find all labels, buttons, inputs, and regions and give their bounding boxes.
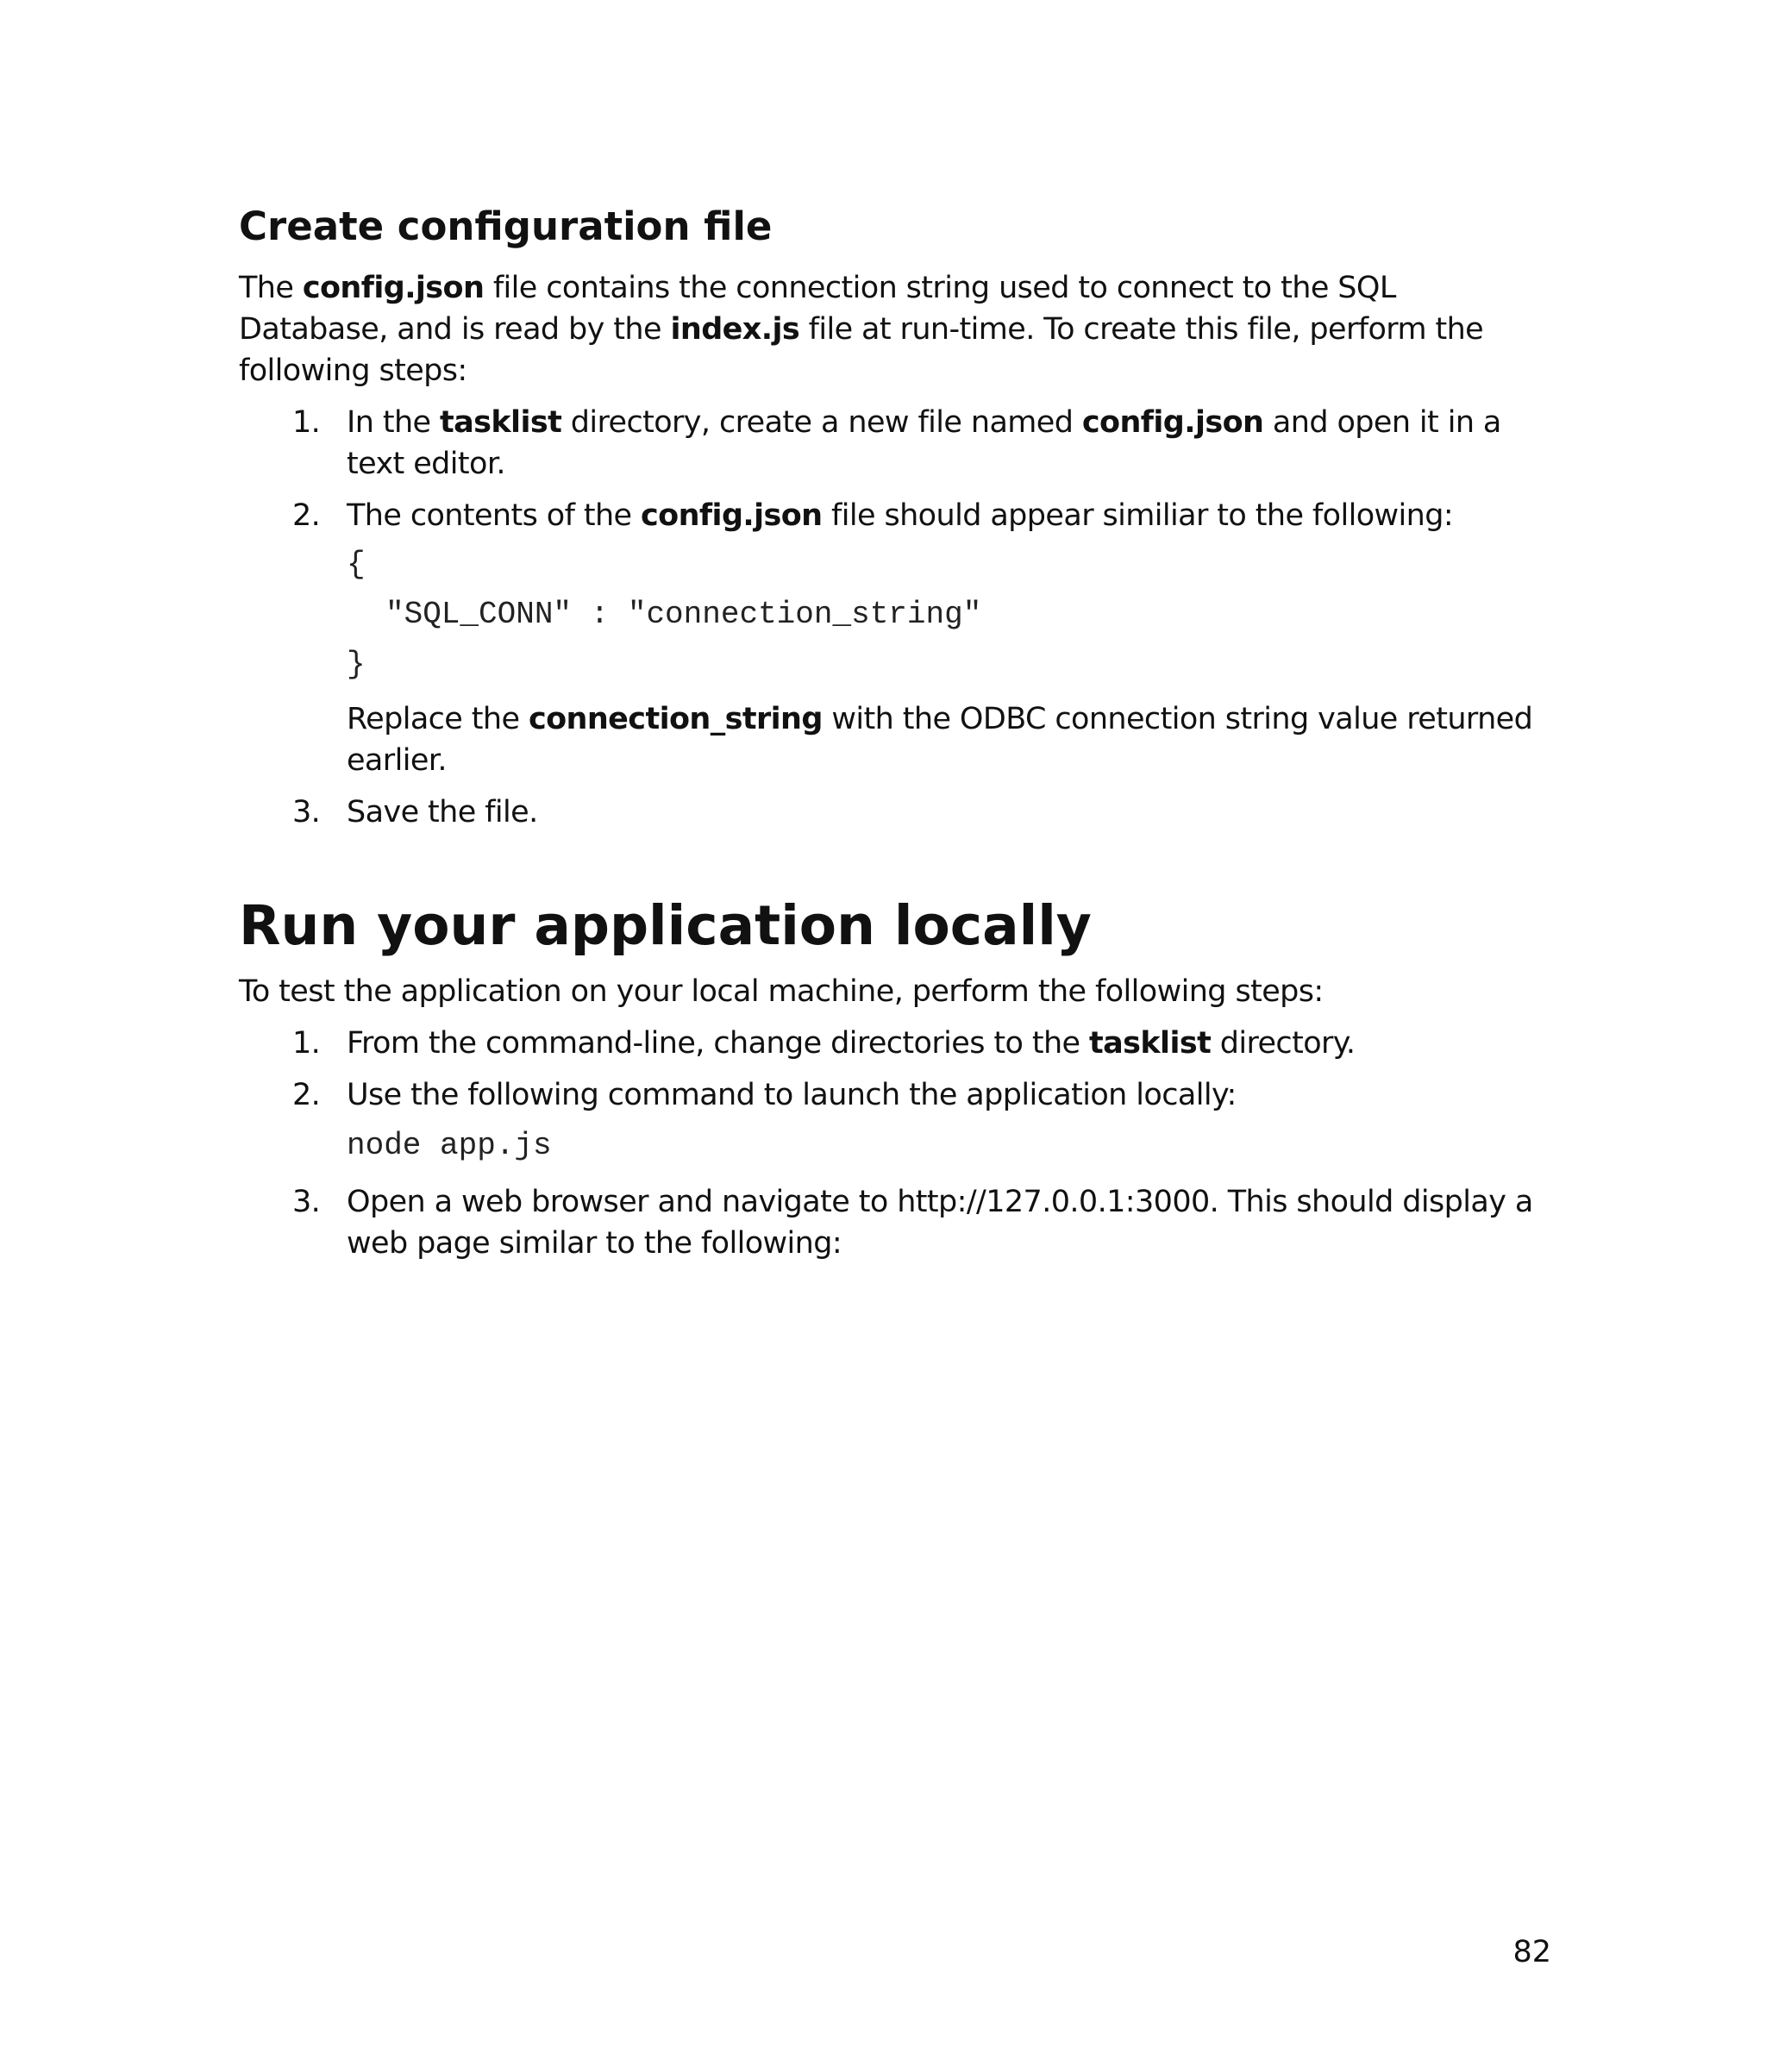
- section-intro-paragraph: The config.json file contains the connection string used to connect to the SQL Database, and is read by the index.js file at run-time. To create this file, perform the following steps:: [239, 271, 1484, 388]
- code-block: [347, 540, 1550, 690]
- bold-filename: config.json: [1081, 405, 1264, 440]
- list-item: 3. Open a web browser and navigate to http://127.0.0.1:3000. This should display a web page similar to the following:: [239, 1181, 1550, 1264]
- step-number: 1.: [292, 405, 321, 440]
- section-heading-create-config: Create configuration file: [239, 203, 773, 249]
- section-create-config: [239, 203, 1550, 843]
- step-number: 3.: [292, 795, 321, 829]
- section-heading-run-locally: Run your application locally: [239, 894, 1092, 957]
- bold-filename: index.js: [670, 312, 800, 347]
- document-page: [239, 0, 1550, 2072]
- list-item: 3. Save the file.: [239, 792, 1550, 833]
- list-item: 1. From the command-line, change directories to the tasklist directory.: [239, 1023, 1550, 1064]
- steps-list: [239, 402, 1550, 833]
- section-run-locally: [239, 893, 1550, 1274]
- section-intro-paragraph: To test the application on your local machine, perform the following steps:: [239, 973, 1324, 1009]
- list-item: 1. In the tasklist directory, create a new file named config.json and open it in a text editor.: [239, 402, 1550, 485]
- steps-list: [239, 1023, 1550, 1264]
- bold-term: connection_string: [528, 702, 823, 736]
- page-number: 82: [1512, 1935, 1551, 1969]
- list-item: 2. The contents of the config.json file should appear similiar to the following: { "SQL_CONN" : "connection_string" } Replace the connection_string with the ODBC connection string value returned earlier.: [239, 495, 1550, 781]
- step-number: 2.: [292, 1077, 321, 1112]
- code-line: "SQL_CONN" : "connection_string": [385, 597, 982, 632]
- step-number: 2.: [292, 498, 321, 533]
- bold-term: tasklist: [440, 405, 562, 440]
- bold-filename: config.json: [302, 271, 485, 305]
- code-line: }: [347, 647, 366, 682]
- code-line: node app.js: [347, 1127, 552, 1163]
- step-number: 1.: [292, 1025, 321, 1061]
- bold-term: tasklist: [1088, 1025, 1212, 1061]
- step-number: 3.: [292, 1184, 321, 1219]
- list-item: 2. Use the following command to launch the application locally: node app.js: [239, 1074, 1550, 1171]
- step-note: Replace the connection_string with the ODBC connection string value returned earlier.: [347, 702, 1533, 778]
- bold-filename: config.json: [641, 498, 823, 533]
- code-line: {: [347, 547, 366, 582]
